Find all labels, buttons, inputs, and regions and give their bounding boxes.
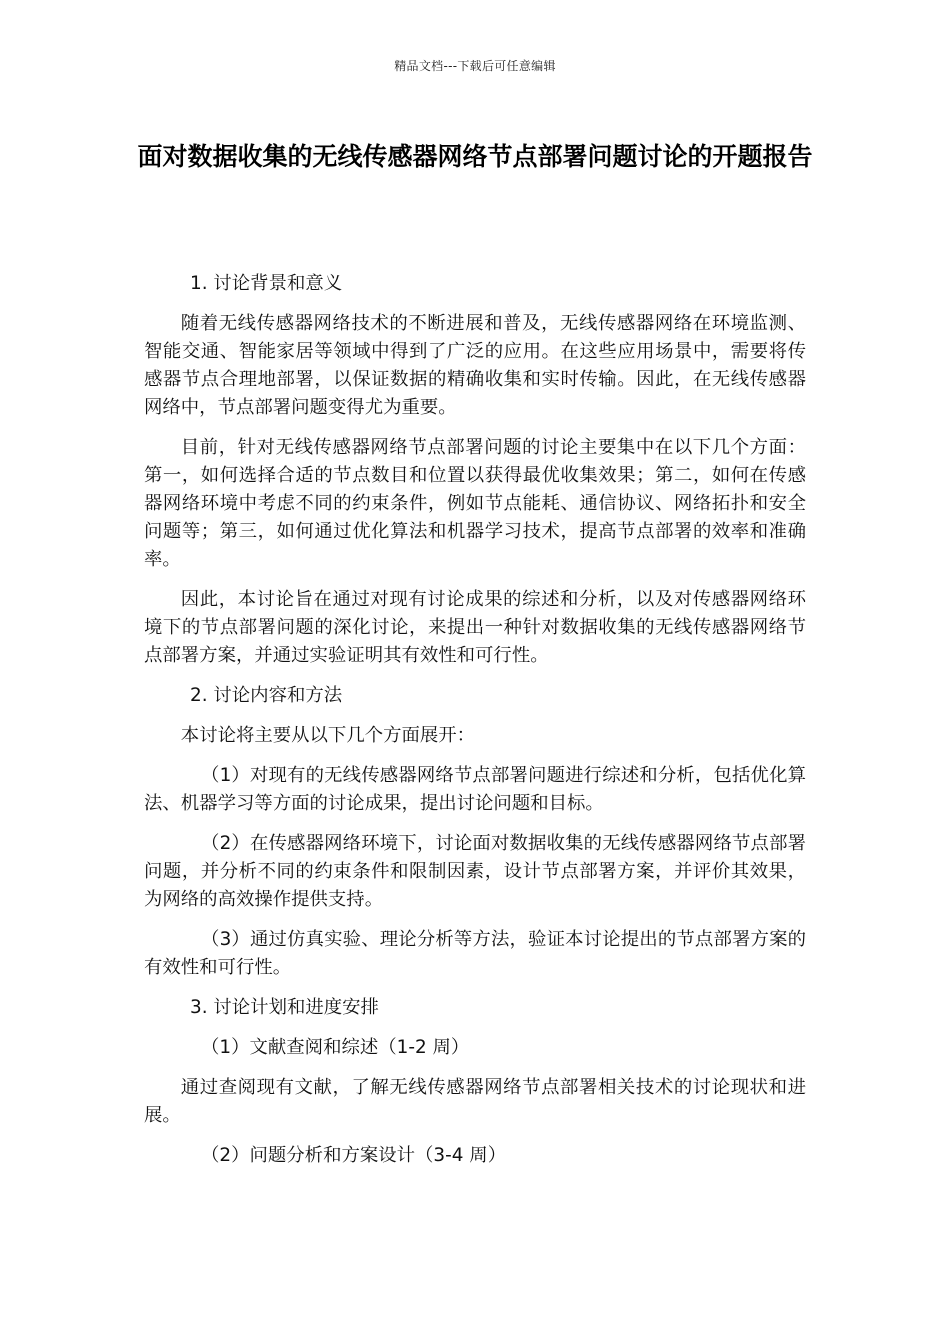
header-note: 精品文档---下载后可任意编辑 xyxy=(394,59,556,73)
section-1-paragraph-1: 随着无线传感器网络技术的不断进展和普及，无线传感器网络在环境监测、智能交通、智能家居等领域中得到了广泛的应用。在这些应用场景中，需要将传感器节点合理地部署，以保证数据的精确收集和实时传输。因此，在无线传感器网络中，节点部署问题变得尤为重要。 xyxy=(144,313,806,418)
section-2-item-3: （3）通过仿真实验、理论分析等方法，验证本讨论提出的节点部署方案的有效性和可行性。 xyxy=(144,929,806,978)
section-3-step-1-description: 通过查阅现有文献，了解无线传感器网络节点部署相关技术的讨论现状和进展。 xyxy=(144,1077,806,1126)
section-3-step-2: （2）问题分析和方案设计（3-4 周） xyxy=(201,1145,507,1166)
section-1-paragraph-2: 目前，针对无线传感器网络节点部署问题的讨论主要集中在以下几个方面：第一，如何选择合适的节点数目和位置以获得最优收集效果；第二，如何在传感器网络环境中考虑不同的约束条件，例如节点能耗、通信协议、网络拓扑和安全问题等；第三，如何通过优化算法和机器学习技术，提高节点部署的效率和准确率。 xyxy=(144,437,806,570)
document-body xyxy=(144,270,806,1182)
section-2-heading: 2. 讨论内容和方法 xyxy=(190,685,343,706)
section-3-step-1: （1）文献查阅和综述（1-2 周） xyxy=(201,1037,470,1058)
section-1-paragraph-3: 因此，本讨论旨在通过对现有讨论成果的综述和分析，以及对传感器网络环境下的节点部署问题的深化讨论，来提出一种针对数据收集的无线传感器网络节点部署方案，并通过实验证明其有效性和可行性。 xyxy=(144,589,806,666)
section-2-intro: 本讨论将主要从以下几个方面展开： xyxy=(180,725,476,746)
document-title: 面对数据收集的无线传感器网络节点部署问题讨论的开题报告 xyxy=(137,142,813,171)
section-1-heading: 1. 讨论背景和意义 xyxy=(190,273,343,294)
section-2-item-1: （1）对现有的无线传感器网络节点部署问题进行综述和分析，包括优化算法、机器学习等方面的讨论成果，提出讨论问题和目标。 xyxy=(144,765,806,814)
section-2-item-2: （2）在传感器网络环境下，讨论面对数据收集的无线传感器网络节点部署问题，并分析不同的约束条件和限制因素，设计节点部署方案，并评价其效果，为网络的高效操作提供支持。 xyxy=(144,833,806,910)
section-3-heading: 3. 讨论计划和进度安排 xyxy=(190,997,379,1018)
